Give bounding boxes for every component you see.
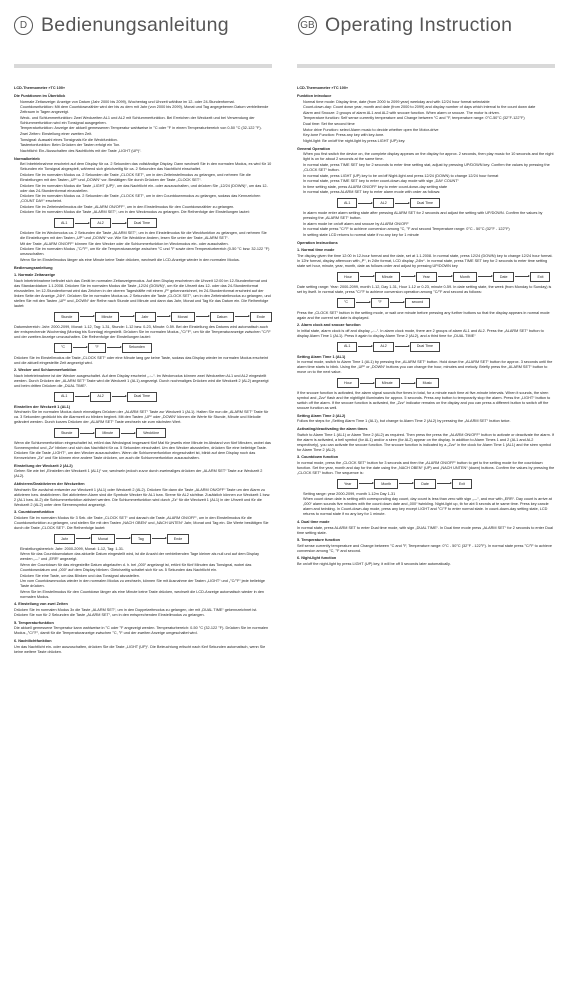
section-heading: Funktion introduce	[297, 94, 332, 98]
german-column	[14, 86, 272, 986]
paragraph: The display given the time 12:00 in 12-hour format and the date, set at 1.1.2008. In normal state, press 12/24 (DOWN) key to change 12/24 hour format. In 12hr format, display afternoon with „P“, in 24hr format, LCD display „24hr“. In normal state, press TIME SET key for 2 seconds to enter time setting state set hour, minute, year, month, date as follows order and adjust by pressing UP/DOWN key	[297, 254, 553, 269]
bullet-item: • Drücken Sie im normalen Modus ca. 2 Sekunden die Taste „CLOCK SET“, um in den Countdownmodus zu gelangen, sodass das Kennzeichen „COUNT DAY“ erscheint.	[20, 194, 272, 204]
bullet-item: • Dual time: Set the second time	[303, 122, 555, 127]
flow-step: Monat	[91, 534, 115, 544]
flow-arrow-icon	[399, 483, 413, 484]
flow-step: AL2	[373, 198, 393, 208]
flow-diagram	[54, 428, 272, 438]
bullet-list	[297, 211, 555, 238]
paragraph: Wechseln Sie im normalen Modus durch einmaliges Drücken der „ALARM SET“ Taste zur Weckzeit 1 (AL1). Halten Sie nun die „ALARM SET“ Taste für ca. 3 Sekunden gedrückt bis die Alarmzeit zu blinken beginnt. Mit den Tasten „UP“ oder „DOWN“ können die Werte für Stunde, Minute und Melodie geändert werden. Durch kurzes Drücken der „ALARM SET“ Taste wechseln sie zum nächsten Wert.	[14, 410, 269, 425]
bullet-item: • In normal state, press TIME SET key to enter count-down-day mode with sign „DAY COUNT“	[303, 179, 555, 184]
header-rule-left	[14, 64, 272, 68]
bullet-item: • Temperature function: Self sense currently temperature and Change between °C and °F, temperature range: 0°C-50°C (32°F-122°F)	[303, 116, 555, 121]
section-heading: Setting Alarm Time 2 (AL2)	[297, 413, 346, 418]
flow-arrow-icon	[515, 276, 529, 277]
flow-arrow-icon	[157, 316, 170, 317]
flow-arrow-icon	[390, 302, 404, 303]
english-title: Operating Instruction	[325, 14, 513, 36]
flow-arrow-icon	[152, 538, 166, 539]
bullet-item: • Nachtlicht: Ein-/Ausschalten des Nachtlichts mit der Taste „LIGHT (UP)“.	[20, 149, 272, 154]
flow-diagram	[337, 342, 555, 352]
flow-arrow-icon	[116, 538, 130, 539]
section-heading: 6. Nachtlichtfunktion	[14, 638, 52, 643]
bullet-item: • In alarm mode be on/off alarm and snooze by ALARM ON/OFF	[303, 222, 555, 227]
flow-step: Hour	[337, 378, 359, 388]
bullet-item: • In alarm mode enter alarm setting state after pressing ALARM SET for 2 seconds and adjust the setting with UP/DOWN. Confirm the values by pressing the „ALARM SET“ button.	[303, 211, 555, 221]
flow-step: Minute	[375, 378, 400, 388]
bullet-item: • Normal time mode: Display time, date (from 2000 to 2099 year) weekday and with 12/24 hour format selectable	[303, 100, 555, 105]
section-heading: General Operation	[297, 146, 331, 151]
flow-arrow-icon	[80, 433, 94, 434]
paragraph: Nach Inbetriebnahme ist der Wecker ausgeschaltet. Auf dem Display erscheint „-:--“. Im Weckmodus können zwei Weckzeiten AL1 und AL2 eingestellt werden. Durch Drücken der „ALARM SET“ Taste wird die Weckzeit 1 (AL1) angezeigt. Durch nochmaliges Drücken wird die Weckzeit 2 (AL2) angezeigt und beim dritten Drücken die „DUAL TIME“.	[14, 373, 269, 388]
flow-step: AL2	[373, 342, 393, 352]
bullet-item: • In normal state press °C/°F to achieve conversion among °C, °F and second Temperature range: 0°C - 50°C (32°F - 122°F)	[303, 227, 555, 232]
flow-arrow-icon	[358, 346, 372, 347]
german-title: Bedienungsanleitung	[41, 14, 229, 36]
flow-arrow-icon	[360, 383, 374, 384]
flow-diagram	[337, 298, 555, 308]
bullet-list	[14, 100, 272, 154]
paragraph: Self sense currently temperature and Change between °C and °F, Temperature range: 0°C - 50°C (32°F - 122°F). In normal state press °C/°F to achieve conversion among °C, °F and second.	[297, 543, 552, 553]
flow-step: Month	[374, 479, 398, 489]
flow-step: AL2	[90, 392, 110, 402]
paragraph: In initial state, alarm clock is off and display „-:--“. In alarm clock mode, there are 2 groups of alarm AL1 and AL2. Press the „ALARM SET“ button to display Alarm Time 1 (AL1). Press it again to display Alarm Time 2 (AL2), and a third time for „DUAL TIME“	[297, 328, 544, 338]
bullet-item: • Mit der Taste „ALARM ON/OFF“ können Sie den Wecker oder die Schlummerfunktion im Weckmodus ein- oder ausschalten.	[20, 242, 272, 247]
flow-step: Month	[453, 272, 477, 282]
section-heading: Einstellen der Weckzeit 1 (AL1)	[14, 404, 71, 409]
bullet-item: • Drücken Sie im Zeiteinstellmodus die Taste „ALARM ON/OFF“, um in den Einstellmodus für den Countdownzähler zu gelangen.	[20, 205, 272, 210]
german-title-group	[14, 14, 229, 37]
bullet-item: • Count-down-day: Count down year, month and date (from 2000 to 2099) and display number of days which interval to the count down date	[303, 105, 555, 110]
bullet-item: • Night-light: Be on/off the night-light by press LIGHT (UP) key.	[303, 139, 555, 144]
paragraph: In normal state, press ALARM SET to enter Dual time mode, with sign „DUAL TIME“. In Dual time mode press „ALARM SET“ for 2 seconds to enter Dual time setting state.	[297, 525, 553, 535]
flow-arrow-icon	[235, 316, 248, 317]
section-heading: Einstellung der Weckzeit 2 (AL2)	[14, 463, 73, 468]
paragraph: Drücken Sie im Einstellmodus die Taste „CLOCK SET“ oder eine Minute lang gar keine Taste, sodass das Display wieder im normalen Modus erscheint und die aktuell eingestellte Zeit angezeigt wird.	[14, 355, 268, 365]
bullet-item: • Drücken Sie im normalen Modus „°C/°F“, um für die Temperaturanzeige zwischen °C und °F sowie dem Temperaturbereich (0-50 °C bzw. 32-122 °F) umzuschalten.	[20, 247, 272, 257]
flow-step: °F	[88, 343, 106, 353]
english-column	[297, 86, 555, 986]
bullet-item: • Wenn Sie im Einstellmodus länger als eine Minute keine Taste drücken, wechselt die LCD-Anzeige wieder in den normalen Modus.	[20, 258, 272, 263]
paragraph: Um das Nachtlicht ein- oder auszuschalten, drücken Sie die Taste „LIGHT (UP)“. Die Beleuchtung erlischt nach fünf Sekunden automatisch, wenn Sie keine weitere Taste drücken.	[14, 644, 266, 654]
bullet-item: • Wenn Sie im Einstellmodus für den Countdown länger als eine Minute keine Taste drücken, wechselt die LCD-Anzeige automatisch wieder in den normalen Modus.	[20, 590, 272, 600]
flow-step: Minute	[375, 272, 400, 282]
flow-step: second	[405, 298, 431, 308]
bullet-item: • Temperaturfunktion: Anzeige der aktuell gemessenen Temperatur wahlweise in °C oder °F in einem Temperaturbereich von 0-50 °C (32-122 °F).	[20, 126, 272, 131]
flow-arrow-icon	[395, 346, 409, 347]
section-heading: 2. Alarm clock and snooze function	[297, 323, 361, 328]
flow-step: AL1	[337, 198, 357, 208]
flow-diagram	[337, 378, 555, 388]
flow-step: Ende	[167, 534, 189, 544]
language-badge-de: D	[14, 16, 33, 35]
bullet-item: • Normale Zeitanzeige: Anzeige von Datum (Jahr 2000 bis 2099), Wochentag und Uhrzeit wählbar im 12- oder 24-Stundenformat.	[20, 100, 272, 105]
flow-diagram	[54, 534, 272, 544]
section-heading: 6. Night-light function	[297, 556, 337, 561]
bullet-item: • In setting state LCD returns to normal state if no any key for 1 minute	[303, 233, 555, 238]
flow-arrow-icon	[438, 276, 452, 277]
bullet-item: • Drücken Sie im normalen Modus die Taste „LIGHT (UP)“, um das Nachtlicht ein- oder auszuschalten, und drücken Sie „12/24 (DOWN)“, um das 12- oder das 24-Stundenformat einzustellen.	[20, 184, 272, 194]
section-heading: Operation Instructions	[297, 240, 338, 245]
flow-step: Jahr	[135, 312, 156, 322]
bullet-list	[297, 152, 555, 195]
flow-arrow-icon	[73, 347, 87, 348]
flow-arrow-icon	[196, 316, 209, 317]
flow-diagram	[337, 479, 555, 489]
flow-step: Sekunden	[122, 343, 152, 353]
bullet-item: • Um vom Countdownmodus wieder in den normalen Modus zu wechseln, können Sie mit Ausnahme der Tasten „LIGHT“ und „°C/°F“ jede beliebige Taste drücken.	[20, 579, 272, 589]
flow-arrow-icon	[395, 203, 409, 204]
flow-step: Year	[416, 272, 437, 282]
flow-step: Exit	[452, 479, 472, 489]
section-heading: 5. Temperature function	[297, 538, 340, 543]
flow-step: Date	[493, 272, 515, 282]
flow-step: °C	[54, 343, 72, 353]
paragraph: Wenn die Schlummerfunktion eingeschaltet ist, ertönt das Wecksignal insgesamt fünf Mal für jeweils eine Minute im Abstand von fünf Minuten, wobei das Sonnensymbol und „Zz“ blinken und sich das Nachtlicht für ca. 5 Sekunden einschaltet. Um den Wecker abzustellen, drücken Sie eine beliebige Taste. Drücken Sie die Taste „LIGHT“, um den Wecker auszuschalten. Wenn die Schlummerfunktion eingeschaltet ist, blinkt auf dem Display noch das Kennzeichen „Zz“ und Sie können eine andere Taste drücken, um auch die Schlummerfunktion auszuschalten.	[14, 441, 271, 461]
flow-arrow-icon	[356, 302, 370, 303]
section-heading: 1. Normale Zeitanzeige	[14, 273, 56, 278]
bullet-item: • In normal state, press LIGHT (UP) key to be on/off Night-light and press 12/24 (DOWN) to change 12/24 hour format	[303, 174, 555, 179]
bullet-item: • Zwei Zeiten: Einstellung einer zweiten Zeit.	[20, 132, 272, 137]
section-heading: Die Funktionen im Überblick	[14, 94, 66, 98]
flow-step: Tag	[131, 534, 151, 544]
paragraph: Wechseln Sie zunächst entweder zur Weckzeit 1 (AL1) oder Weckzeit 2 (AL2). Drücken Sie dann die Taste „ALARM ON/OFF“ Taste um den Alarm zu aktivieren bzw. deaktivieren. Bei aktiviertem Alarm sind die Symbole Wecker für AL1 bzw. Sirene für AL2 sichtbar. Zusätzlich können zur Weckzeit 1 bzw. 2 (AL1 bzw. AL2) die Schlummerfunktion aktiviert werden. Die Schlummerfunktion wird durch „Zz“ für die Weckzeit 1 (AL1) in der Uhrzeit und für die Weckzeit 2 (AL2) unter dem Sirenensymbol angezeigt.	[14, 487, 271, 507]
bullet-item: • Key-tone Function: Press any key with key-tone.	[303, 133, 555, 138]
bullet-item: • Bei Inbetriebnahme erscheint auf dem Display für ca. 2 Sekunden das vollständige Display. Dann wechselt Sie in den normalen Modus, es wird für 10 Sekunden ein Tonsignal abgespielt, während sich gleichzeitig für ca. 2 Sekunden das Nachtlicht einschaltet.	[20, 162, 272, 172]
bullet-item: • Weck- und Schlummerfunktion: Zwei Weckzeiten AL1 und AL2 mit Schlummerfunktion. Bei Erreichen der Weckzeit und bei Verwendung der Schlummerfunktion wird ein Tonsignal ausgegeben.	[20, 116, 272, 126]
language-badge-gb: GB	[298, 16, 317, 35]
flow-step: Wecktöne	[136, 428, 166, 438]
flow-step: Jahr	[54, 534, 75, 544]
flow-step: AL1	[337, 342, 357, 352]
paragraph: Switch to Alarm Time 1 (AL1) or Alarm Time 2 (AL2) as required. Then press the press the „ALARM ON/OFF“ button to activate or deactivate the alarm. If the alarm is activated, a bell symbol (for AL1) and/or a siren (for AL2) appear on the display. In addition to Alarm Times 1 and 2 (AL1 and AL2 respectively), you can activate the snooze function. The snooze function is indicated by a „Zzz“ in the clock for Alarm Time 1 (AL1) and the siren symbol for Alarm Time 2 (AL2).	[297, 432, 554, 452]
flow-arrow-icon	[359, 483, 373, 484]
flow-step: Minute	[95, 428, 120, 438]
flow-step: Monat	[171, 312, 195, 322]
flow-arrow-icon	[401, 276, 415, 277]
bullet-list	[297, 492, 555, 518]
flow-arrow-icon	[107, 347, 121, 348]
bullet-item: • Setting range: year 2000-2099, month 1-12m Day 1-31	[303, 492, 555, 497]
flow-step: Hour	[337, 272, 359, 282]
flow-arrow-icon	[401, 383, 415, 384]
flow-arrow-icon	[121, 433, 135, 434]
flow-diagram	[54, 343, 272, 353]
bullet-item: • In normal state, press ALARM SET key to enter alarm mode with order as follows:	[303, 190, 555, 195]
section-heading: 3. Countdownfunktion	[14, 510, 55, 515]
paragraph: Datumsbereich: Jahr: 2000-2099, Monat: 1-12, Tag: 1-31, Stunde: 1-12 bzw. 0-23, Minute: 0-59. Bei der Einstellung des Datums wird automatisch auch der entsprechende Wochentag (Montag bis Sonntag) eingestellt. Drücken Sie im normalen Modus „°C/°F“, um für die Temperaturanzeige zwischen °C/°F und der zweiten Anzeige umzuschalten. Die Reihenfolge der Einstellungen lautet:	[14, 324, 271, 339]
flow-step: Music	[416, 378, 439, 388]
flow-step: Date	[414, 479, 436, 489]
bullet-list	[297, 100, 555, 144]
flow-step: AL1	[54, 218, 74, 228]
flow-diagram	[54, 218, 272, 228]
paragraph: Drücken Sie im normalen Modus 3x die Taste „ALARM SET“, um in den Doppelzeitmodus zu gelangen, der mit „DUAL TIME“ gekennzeichnet ist. Drücken Sie nun für 2 Sekunden die Taste „ALARM SET“, um in den entsprechenden Einstellmodus zu gelangen.	[14, 608, 258, 618]
flow-arrow-icon	[75, 223, 89, 224]
section-heading: Activating/deactivating the alarm times	[297, 426, 368, 431]
flow-step: AL1	[54, 392, 74, 402]
flow-step: Datum	[210, 312, 235, 322]
paragraph: Nach Inbetriebnahme befindet sich das Gerät im normalen Zeitanzeigemodus. Auf dem Display erscheinen die Uhrzeit 12:00 im 12-Stundenformat und das Standarddatum 1.1.2008. Drücken Sie im normalen Modus die Taste „12/24 (DOWN)“, um für die Uhrzeit das 12- oder das 24-Stundenformat einzustellen. Im 12-Stundenformat wird das Zeichen in der oberen Tageshälfte mit einem „P“ gekennzeichnet, im 24-Stundenformat erscheint auf der linken Seite der Anzeige „24H“. Drücken Sie im normalen Modus ca. 2 Sekunden die Taste „CLOCK SET“, um in den Zeiteinstellmodus zu gelangen, und stellen Sie mit den Tasten „UP“ und „DOWN“ der Reihe nach Stunde und Minute und dann das Jahr, Monat und Tag für das Datum ein. Die Reihenfolge lautet:	[14, 279, 271, 309]
section-heading: 5. Temperaturfunktion	[14, 620, 54, 625]
bullet-item: • Wenn der Countdown für das eingestellte Datum abgelaufen d. h. bei „000“ angelangt ist, ertönt für fünf Minuten das Tonsignal, wobei das Countdowndatum und „000“ auf dem Display blinken. Gleichzeitig schaltet sich für ca. 5 Sekunden das Nachtlicht ein.	[20, 563, 272, 573]
flow-arrow-icon	[120, 316, 133, 317]
flow-step: Dual Time	[127, 392, 157, 402]
flow-arrow-icon	[360, 276, 374, 277]
flow-step: Stunde	[54, 312, 79, 322]
flow-arrow-icon	[478, 276, 492, 277]
section-heading: Aktivieren/Deaktivieren der Weckzeiten	[14, 481, 85, 486]
paragraph: Drücken Sie im normalen Modus für 3 Sek. die Taste „CLOCK SET“ und danach die Taste „ALARM ON/OFF“, um in den Einstellmodus für die Countdownfunktion zu gelangen, und stellen Sie mit den Tasten „NACH OBEN“ und „NACH UNTEN“ Jahr, Monat und Tag ein. Die Werte bestätigen Sie durch die Taste „CLOCK SET“. Die Reihenfolge lautet:	[14, 516, 269, 531]
paragraph: Press the „CLOCK SET“ button in the setting mode, or wait one minute before pressing any further buttons so that the display appears in normal mode again and the current set date is displayed.	[297, 310, 550, 320]
model-title: LCD-Thermometer »TC 100«	[297, 86, 349, 90]
english-title-group	[298, 14, 512, 37]
bullet-item: • When count down date is setting with corresponding day count, day count is less than zero with sign „---“, and mor with „ERR“. Day count is arrive at „000“ alarm sounds five minutes with the count down date and „000“ twinkling. Night-light up, tb for abt 5 secnds at te same time. Press key cancle alarm and twinking. In Count-down-day mode, press any key except LIGHT and °C/°F to enter normal state. In count-down-day setting state, LCD returns to normal state if no any key for 1 minute.	[303, 497, 555, 517]
paragraph: Die aktuell gemessene Temperatur kann wahlweise in °C oder °F angezeigt werden. Temperaturbereich: 0-50 °C (32-122 °F). Drücken Sie im normalen Modus „°C/°F“, damit für die Temperaturanzeige zwischen °C, °F und der zweiten Anzeige umgeschaltet wird.	[14, 626, 269, 636]
flow-step: AL2	[90, 218, 110, 228]
flow-step: Dual Time	[410, 342, 440, 352]
bullet-item: • Alarm and Snooze: 2 groups of alarm AL1 and AL2 with snooze function. When alarm or snooze. The motor is driven.	[303, 111, 555, 116]
flow-arrow-icon	[437, 483, 451, 484]
paragraph: In normal mode, press the „CLOCK SET“ button for 3 seconds and then the „ALARM ON/OFF“ button to get to the setting mode for the countdown function. Set the year, month and day for the date using the „NACH OBEN“ (UP) and „NACH UNTEN“ (down) buttons. Confirm the values by pressing the „CLOCK SET“ button. The sequence is:	[297, 461, 555, 476]
flow-arrow-icon	[75, 396, 89, 397]
section-heading: Bedienungsanleitung	[14, 265, 53, 270]
section-heading: 1. Normal time mode	[297, 248, 335, 253]
header-rule-right	[297, 64, 555, 68]
bullet-item: • Drücken Sie eine Taste, um das Blinken und das Tonsignal abzustellen.	[20, 574, 272, 579]
bullet-item: • Tonsignal: Auswahl eines Tonsignals für die Weckfunktion.	[20, 138, 272, 143]
section-heading: 2. Wecker und Schlummerfunktion	[14, 368, 77, 373]
section-heading: Setting Alarm Time 1 (AL1)	[297, 354, 346, 359]
model-title: LCD-Thermometer »TC 100«	[14, 86, 66, 90]
paragraph: Date setting range: Year: 2000-2099, month 1-12, Day 1-31, Hour 1-12 or 0-23, minute 0-59. In date setting state, the week (from Monday to Sunday) is set by itself. In normal state, press °C/°F to achieve conversion operation among °C/°F and second as follows:	[297, 284, 552, 294]
page-header	[0, 0, 568, 60]
flow-diagram	[54, 392, 272, 402]
section-heading: Normalbetrieb	[14, 156, 40, 161]
flow-arrow-icon	[112, 223, 126, 224]
flow-arrow-icon	[76, 538, 90, 539]
bullet-item: • Tastentonfunktion: Beim Drücken der Tasten erfolgt ein Ton.	[20, 143, 272, 148]
bullet-item: • When you first switch the device on, the complete display appears on the display for approx. 2 seconds, then play music for 10 seconds and the night light is on for about 2 seconds at the same time.	[303, 152, 555, 162]
flow-step: Minute	[95, 312, 120, 322]
flow-arrow-icon	[358, 203, 372, 204]
bullet-item: • In normal state, press TIME SET key for 2 seconds to enter time setting stat, adjust by pressing UP/DOWN key. Confirm the values by pressing the „CLOCK SET“ button.	[303, 163, 555, 173]
paragraph: In normal mode, switch to Alarm Time 1 (AL1) by pressing the „ALARM SET“ button. Hold down the „ALARM SET“ button for approx. 3 seconds until the alarm time starts to blink. Using the „UP“ or „DOWN“ buttons you can change the hour, minutes and melody. Briefly press the „ALARM SET“ button to move on to the next value.	[297, 360, 553, 375]
paragraph: Follow the steps for „Setting Alarm Time 1 (AL1), but change to Alarm Time 2 (AL2) by pressing the „ALARM SET“ button twice.	[297, 419, 511, 424]
paragraph: Gehen Sie wie bei „Einstellen der Weckzeit 1 (AL1)“ vor, wechseln jedoch zuvor durch zweimaliges drücken der „ALARM SET“ Taste zur Weckzeit 2 (AL2).	[14, 469, 263, 479]
bullet-item: • Drücken Sie im Weckmodus ca. 2 Sekunden die Taste „ALARM SET“, um in den Einstellmodus für die Weckfunktion zu gelangen, und nehmen Sie die Einstellungen mit den Tasten „UP“ und „DOWN“ vor. Wie Sie Wecktöne ändern, lesen Sie unter der Taste „ALARM SET“.	[20, 231, 272, 241]
flow-diagram	[337, 198, 555, 208]
flow-step: Year	[337, 479, 358, 489]
flow-step: °C	[337, 298, 355, 308]
section-heading: 3. Countdown function	[297, 455, 339, 460]
section-heading: 4. Einstellung von zwei Zeiten	[14, 602, 68, 607]
flow-arrow-icon	[112, 396, 126, 397]
paragraph: Be on/off the night-light by press LIGHT (UP) key, it will be off 5 seconds later automatically.	[297, 562, 451, 567]
bullet-list	[14, 547, 272, 600]
flow-step: Exit	[530, 272, 550, 282]
flow-step: Stunde	[54, 428, 79, 438]
flow-diagram	[54, 312, 272, 322]
bullet-list	[14, 162, 272, 215]
bullet-item: • Countdownfunktion: Mit dem Countdownzähler wird der bis zu dem mit Jahr (von 2000 bis 2099), Monat und Tag angegebenen Datum verbleibende Zeitraum in Tagen angezeigt.	[20, 105, 272, 115]
bullet-item: • In time setting state, press ALARM ON/OFF key to enter count-down-day setting state	[303, 185, 555, 190]
bullet-item: • Wenn für das Countdowndatum das aktuelle Datum eingestellt wird, ist die Anzahl der verbleibenden Tage kleiner als null und auf dem Display werden „---“ und „ERR“ angezeigt.	[20, 552, 272, 562]
bullet-list	[14, 231, 272, 263]
flow-diagram	[337, 272, 555, 282]
flow-arrow-icon	[80, 316, 93, 317]
bullet-item: • Drücken Sie im normalen Modus ca. 2 Sekunden die Taste „CLOCK SET“, um in den Zeiteinstellmodus zu gelangen, und nehmen Sie die Einstellungen mit den Tasten „UP“ und „DOWN“ vor. Bestätigen Sie durch Drücken der Taste „CLOCK SET“.	[20, 173, 272, 183]
flow-step: °F	[371, 298, 389, 308]
bullet-item: • Einstellungsbereich: Jahr: 2000-2099, Monat: 1-12, Tag: 1-31.	[20, 547, 272, 552]
paragraph: If the snooze function is activated, the alarm signal sounds five times in total, for a minute each time at five-minute intervals. When it sounds, the siren symbol and „Zzz“ flash and the nightlight illuminates for approx. 5 seconds. Press any button to temporarily stop the alarm. Press the „LIGHT“ button to switch off the alarm. If the snooze function is activated, the „Zzz“ indicator remains on the display and you can press a different button to switch off the snooze function as well.	[297, 391, 551, 411]
bullet-item: • Motor drive Function: select Alarm music to decide whether open the Motor-drive	[303, 128, 555, 133]
section-heading: 4. Dual time mode	[297, 519, 330, 524]
flow-step: Dual Time	[410, 198, 440, 208]
bullet-item: • Drücken Sie im normalen Modus die Taste „ALARM SET“, um in den Weckmodus zu gelangen. Die Reihenfolge der Einstellungen lautet:	[20, 210, 272, 215]
flow-step: Ende	[250, 312, 272, 322]
flow-step: Dual Time	[127, 218, 157, 228]
